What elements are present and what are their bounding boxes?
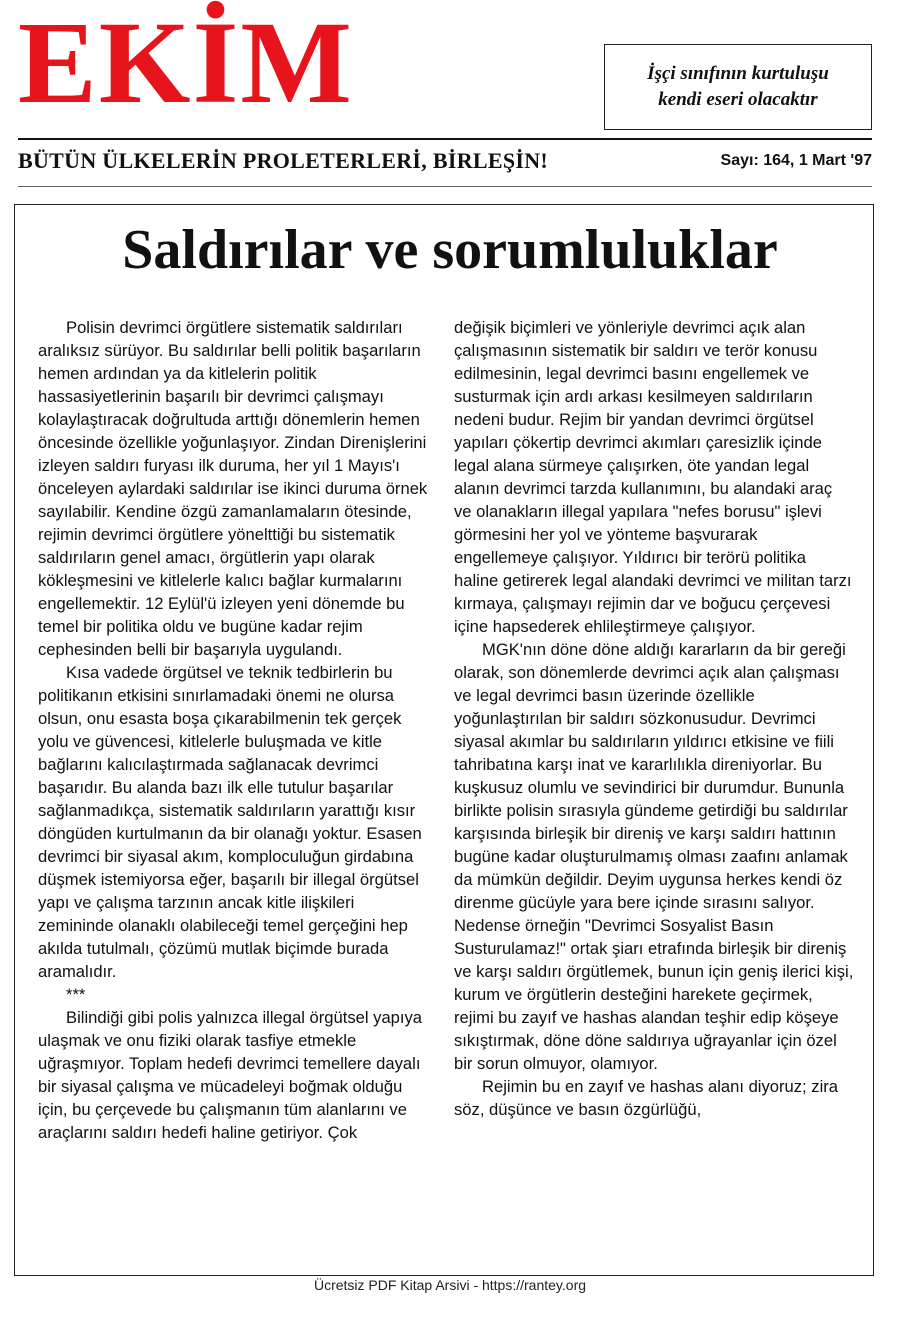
paragraph: değişik biçimleri ve yönleriyle devrimci açık alan çalışmasının sistematik bir saldırı ve terör konusu edilmesinin, legal devrimci basını engellemek ve susturmak için ardı arkası kesilmeyen saldırıların nedeni budur. Rejim bir yandan devrimci örgütsel yapıları çökertip devrimci akımları çaresizlik içinde legal alana sürmeye çalışırken, öte yandan legal alanın devrimci tarzda kullanımını, bu alandaki araç ve olanakların illegal yapılara "nefes borusu" işlevi görmesini her yol ve yönteme başvurarak engellemeye çalışıyor. Yıldırıcı bir terörü politika haline getirerek legal alandaki devrimci ve militan tarzı kırmaya, çalışmayı rejimin dar ve boğucu çerçevesi içine hapsederek ehlileştirmeye çalışıyor. — [454, 318, 852, 636]
motto-line-2: kendi eseri olacaktır — [658, 89, 818, 110]
slogan: BÜTÜN ÜLKELERİN PROLETERLERİ, BİRLEŞİN! — [18, 148, 549, 173]
slogan-rule — [18, 186, 872, 187]
newspaper-logo: EKİM — [18, 0, 354, 128]
paragraph: Kısa vadede örgütsel ve teknik tedbirlerin bu politikanın etkisini sınırlamadaki önemi ne olursa olsun, onu esasta boşa çıkarabilmenin tek gerçek yolu ve güvencesi, kitlelerle buluşmada ve kitle bağlarını kalıcılaştırmada sağlanacak devrimci başarıdır. Bu alanda bazı ilk elle tutulur başarılar sağlanmadıkça, sistematik saldırıların yarattığı kısır döngüden kurtulmanın da bir olanağı yoktur. Esasen devrimci bir siyasal akım, komploculuğun girdabına düşmek istemiyorsa eğer, başarılı bir illegal örgütsel yapı ve çalışma tarzının ancak kitle ilişkileri zemininde olanaklı olabileceği temel gerçeğini hep akılda tutulmalı, çözümü mutlak biçimde burada aramalıdır. — [38, 663, 422, 981]
issue-info: Sayı: 164, 1 Mart '97 — [720, 152, 872, 169]
paragraph: Rejimin bu en zayıf ve hashas alanı diyoruz; zira söz, düşünce ve basın özgürlüğü, — [454, 1077, 839, 1119]
section-separator: *** — [66, 985, 86, 1004]
footer-source: Ücretsiz PDF Kitap Arsivi - https://rantey.org — [313, 1277, 587, 1293]
masthead-rule — [18, 138, 872, 140]
paragraph: Bilindiği gibi polis yalnızca illegal örgütsel yapıya ulaşmak ve onu fiziki olarak tasfiye etmekle uğraşmıyor. Toplam hedefi devrimci temellere dayalı bir siyasal çalışma ve mücadeleyi boğmak olduğu için, bu çerçevede bu çalışmanın tüm alanlarını ve araçlarını saldırı hedefi haline getiriyor. Çok — [38, 1008, 423, 1142]
motto-box — [604, 44, 872, 130]
paragraph: Polisin devrimci örgütlere sistematik saldırıları aralıksız sürüyor. Bu saldırılar belli politik başarıların hemen ardından ya da kitlelerin politik hassasiyetlerinin başarılı bir devrimci çalışmayı kolaylaştıracak doğrultuda arttığı dönemlerin hemen öncesinde özellikle yoğunlaşıyor. Zindan Direnişlerini izleyen saldırı furyası ilk duruma, her yıl 1 Mayıs'ı önceleyen aylardaki saldırılar ise ikinci duruma örnek sayılabilir. Kendine özgü zamanlamaların ötesinde, rejimin devrimci örgütlere yönelttiği bu sistematik saldırıların genel amacı, örgütlerin yapı olarak kökleşmesini ve kitlelerle kalıcı bağlar kurmalarını engellemektir. 12 Eylül'ü izleyen yeni dönemde bu temel bir politika oldu ve bugüne kadar rejim cephesinden belli bir başarıyla uygulandı. — [38, 318, 428, 659]
article-column-left — [38, 316, 428, 1144]
motto-line-1: İşçi sınıfının kurtuluşu — [647, 63, 829, 84]
article-column-right — [454, 316, 854, 1121]
article-headline: Saldırılar ve sorumluluklar — [122, 219, 778, 281]
paragraph: MGK'nın döne döne aldığı kararların da bir gereği olarak, son dönemlerde devrimci açık alan çalışması ve legal devrimci basın üzerinde özellikle yoğunlaştırılan bir saldırı sözkonusudur. Devrimci siyasal akımlar bu saldırıların yıldırıcı etkisine ve fiili tahribatına karşı inat ve kararlılıkla direniyorlar. Bu kuşkusuz olumlu ve sevindirici bir durumdur. Bununla birlikte polisin sırasıyla gündeme getirdiği bu saldırılar karşısında birleşik bir direniş ve karşı saldırı hattının bugüne kadar oluşturulmamış olması zaafını anlamak da mümkün değildir. Deyim uygunsa herkes kendi öz direnme gücüyle yara bere içinde sırasını salıyor. Nedense örneğin "Devrimci Sosyalist Basın Susturulamaz!" ortak şiarı etrafında birleşik bir direniş ve karşı saldırı örgütlemek, bunun için geniş ilerici kişi, kurum ve örgütlerin desteğini harekete geçirmek, rejimi bu zayıf ve hashas alandan teşhir edip köşeye sıkıştırmak, döne döne saldırıya uğrayanlar için özel bir sorun olmuyor, olamıyor. — [454, 640, 854, 1073]
